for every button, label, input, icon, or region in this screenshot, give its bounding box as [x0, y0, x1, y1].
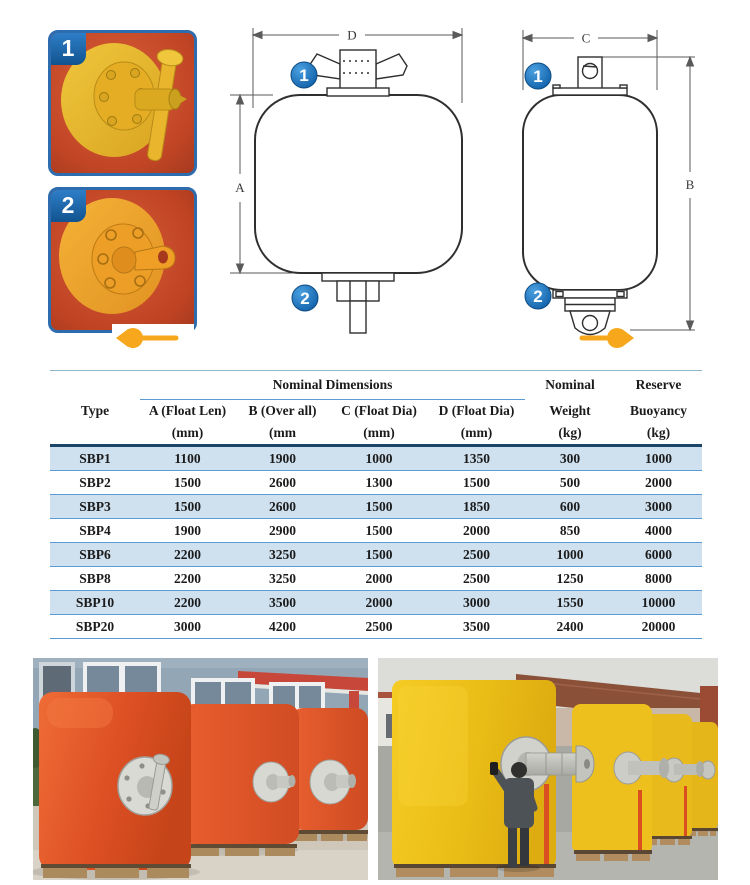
cell-d: 1500 — [428, 471, 525, 495]
cell-b: 3250 — [235, 567, 330, 591]
front-view-drawing — [213, 8, 478, 353]
table-row-sbp3 — [50, 495, 702, 519]
callout-2-number: 2 — [300, 289, 310, 308]
cell-a: 2200 — [140, 543, 235, 567]
cell-d: 3000 — [428, 591, 525, 615]
table-row-sbp4 — [50, 519, 702, 543]
header-weight-line1: Nominal — [525, 371, 615, 400]
table-row-sbp2 — [50, 471, 702, 495]
cell-weight: 500 — [525, 471, 615, 495]
buoy-orange-2 — [181, 704, 299, 856]
cell-buoyancy: 3000 — [615, 495, 702, 519]
cell-c: 1500 — [330, 519, 428, 543]
cell-a: 1100 — [140, 446, 235, 471]
table-row-sbp8 — [50, 567, 702, 591]
unit-b: (mm — [235, 422, 330, 446]
cell-c: 1500 — [330, 543, 428, 567]
cell-a: 2200 — [140, 591, 235, 615]
cell-d: 2500 — [428, 543, 525, 567]
cell-buoyancy: 1000 — [615, 446, 702, 471]
bottom-fitting — [322, 273, 394, 333]
unit-spacer — [50, 422, 140, 446]
cell-c: 2500 — [330, 615, 428, 639]
spec-table-section — [50, 370, 702, 639]
callout-2-number: 2 — [533, 287, 543, 306]
cell-type: SBP8 — [50, 567, 140, 591]
table-row-sbp1 — [50, 446, 702, 471]
cell-buoyancy: 20000 — [615, 615, 702, 639]
cell-buoyancy: 8000 — [615, 567, 702, 591]
dim-label-b: B — [685, 177, 695, 192]
buoy-body-outline — [255, 95, 462, 273]
cell-b: 2600 — [235, 495, 330, 519]
header-b: B (Over all) — [248, 403, 317, 418]
table-unit-header-row — [50, 422, 702, 446]
top-fitting — [553, 57, 627, 95]
dim-label-c: C — [581, 30, 591, 46]
table-row-sbp10 — [50, 591, 702, 615]
top-fitting — [309, 50, 407, 96]
photo-2-number-badge: 2 — [50, 189, 86, 222]
header-type: Type — [80, 402, 110, 418]
unit-weight: (kg) — [525, 422, 615, 446]
cell-b: 4200 — [235, 615, 330, 639]
cell-weight: 300 — [525, 446, 615, 471]
unit-d: (mm) — [428, 422, 525, 446]
cell-weight: 1550 — [525, 591, 615, 615]
cell-a: 1500 — [140, 495, 235, 519]
cell-type: SBP3 — [50, 495, 140, 519]
cell-a: 3000 — [140, 615, 235, 639]
cell-weight: 850 — [525, 519, 615, 543]
cell-buoyancy: 4000 — [615, 519, 702, 543]
cell-weight: 1000 — [525, 543, 615, 567]
cell-type: SBP20 — [50, 615, 140, 639]
cell-c: 2000 — [330, 567, 428, 591]
cell-type: SBP6 — [50, 543, 140, 567]
cell-c: 2000 — [330, 591, 428, 615]
table-row-sbp20 — [50, 615, 702, 639]
table-column-header-row — [50, 400, 702, 423]
dim-label-d: D — [347, 27, 357, 43]
group-header-nominal-dimensions: Nominal Dimensions — [140, 371, 525, 400]
cell-c: 1300 — [330, 471, 428, 495]
cell-a: 1900 — [140, 519, 235, 543]
header-d: D (Float Dia) — [438, 403, 515, 418]
orange-buoys-image — [33, 658, 368, 880]
dim-label-a: A — [235, 180, 245, 195]
cell-d: 1850 — [428, 495, 525, 519]
buoy-orange-1 — [39, 692, 191, 878]
yellow-buoys-image — [378, 658, 718, 880]
pointer-strip — [112, 324, 194, 352]
header-weight-line2: Weight — [549, 402, 591, 418]
arrow-left-icon — [114, 325, 192, 351]
spec-table — [50, 370, 702, 639]
unit-buoyancy: (kg) — [615, 422, 702, 446]
header-spacer — [50, 371, 140, 400]
cell-d: 1350 — [428, 446, 525, 471]
callout-2 — [525, 283, 551, 309]
cell-b: 1900 — [235, 446, 330, 471]
cell-type: SBP1 — [50, 446, 140, 471]
callout-1 — [525, 63, 551, 89]
cell-a: 2200 — [140, 567, 235, 591]
cell-b: 2900 — [235, 519, 330, 543]
cell-weight: 2400 — [525, 615, 615, 639]
buoy-orange-3 — [291, 708, 368, 841]
fitting-photo-1 — [48, 30, 197, 176]
cell-c: 1000 — [330, 446, 428, 471]
callout-2 — [292, 285, 318, 311]
bottom-fitting — [553, 290, 627, 335]
side-view-drawing — [478, 8, 725, 353]
cell-c: 1500 — [330, 495, 428, 519]
table-row-sbp6 — [50, 543, 702, 567]
cell-type: SBP10 — [50, 591, 140, 615]
cell-buoyancy: 2000 — [615, 471, 702, 495]
orange-buoys-photo — [33, 658, 368, 880]
cell-d: 2500 — [428, 567, 525, 591]
unit-a: (mm) — [140, 422, 235, 446]
callout-1-number: 1 — [299, 66, 309, 85]
cell-a: 1500 — [140, 471, 235, 495]
cell-d: 3500 — [428, 615, 525, 639]
header-c: C (Float Dia) — [341, 403, 417, 418]
cell-b: 2600 — [235, 471, 330, 495]
unit-c: (mm) — [330, 422, 428, 446]
yellow-buoys-photo — [378, 658, 718, 880]
cell-b: 3250 — [235, 543, 330, 567]
table-group-header-row — [50, 371, 702, 400]
photo-1-number-badge: 1 — [50, 32, 86, 65]
cell-buoyancy: 10000 — [615, 591, 702, 615]
cell-weight: 1250 — [525, 567, 615, 591]
cell-buoyancy: 6000 — [615, 543, 702, 567]
cell-b: 3500 — [235, 591, 330, 615]
cell-d: 2000 — [428, 519, 525, 543]
cell-weight: 600 — [525, 495, 615, 519]
callout-1-number: 1 — [533, 67, 543, 86]
header-a: A (Float Len) — [148, 403, 227, 418]
header-buoyancy-line2: Buoyancy — [630, 402, 688, 418]
cell-type: SBP4 — [50, 519, 140, 543]
header-buoyancy-line1: Reserve — [615, 371, 702, 400]
buoy-body-outline — [523, 95, 657, 290]
cell-type: SBP2 — [50, 471, 140, 495]
callout-1 — [291, 62, 317, 88]
fitting-photo-2 — [48, 187, 197, 333]
